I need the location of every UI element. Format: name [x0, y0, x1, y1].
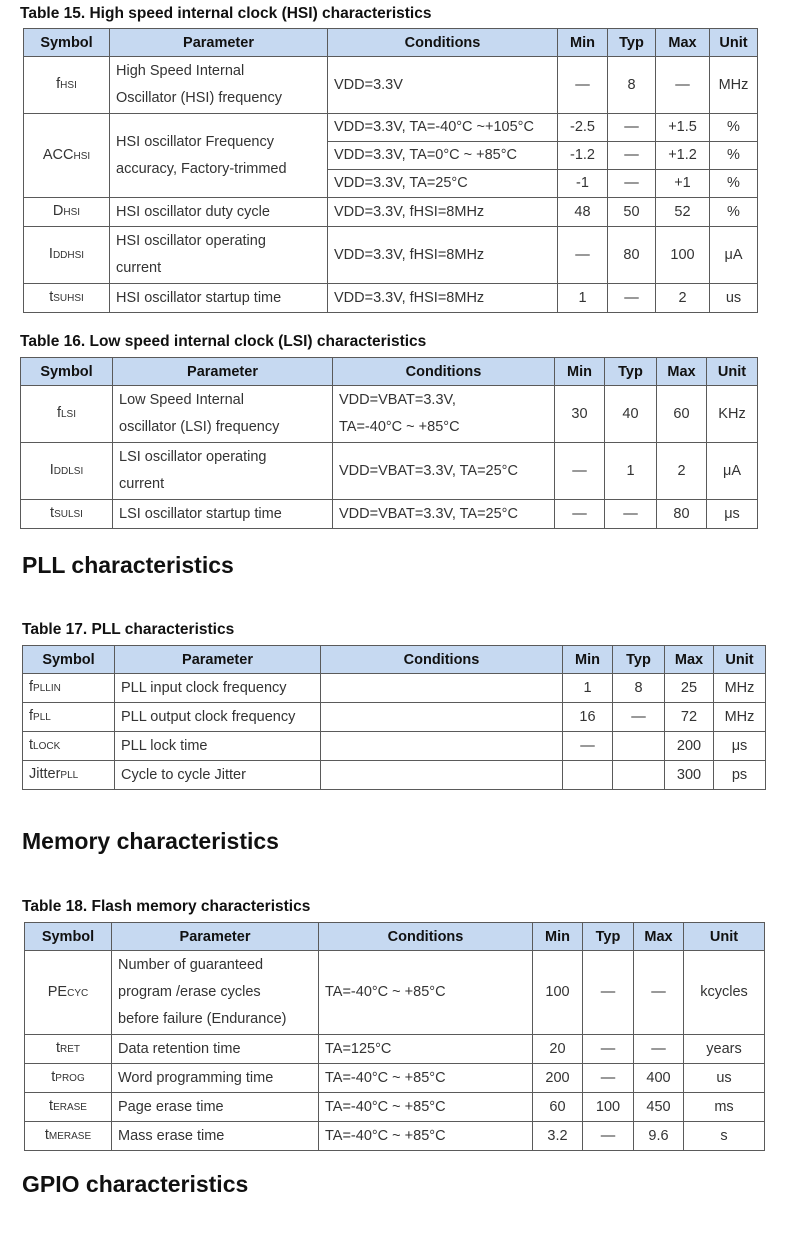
col-min: Min: [558, 29, 608, 57]
typ-cell: —: [608, 142, 656, 170]
unit-cell: %: [710, 142, 758, 170]
parameter-cell: HSI oscillator Frequency accuracy, Factory-trimmed: [110, 114, 328, 198]
parameter-cell: LSI oscillator startup time: [113, 500, 333, 529]
col-conditions: Conditions: [328, 29, 558, 57]
table-row: [23, 732, 766, 761]
min-cell: 20: [533, 1035, 583, 1064]
col-typ: Typ: [613, 646, 665, 674]
col-max: Max: [665, 646, 714, 674]
max-cell: 100: [656, 227, 710, 284]
max-cell: 400: [634, 1064, 684, 1093]
typ-cell: [613, 761, 665, 790]
col-symbol: Symbol: [25, 923, 112, 951]
unit-cell: ps: [714, 761, 766, 790]
col-conditions: Conditions: [333, 358, 555, 386]
col-unit: Unit: [684, 923, 765, 951]
typ-cell: —: [608, 170, 656, 198]
table17-header: [23, 646, 766, 674]
table-row: [23, 674, 766, 703]
symbol-cell: DHSI: [24, 198, 110, 227]
parameter-cell: HSI oscillator startup time: [110, 284, 328, 313]
conditions-cell: VDD=3.3V: [328, 57, 558, 114]
unit-cell: us: [710, 284, 758, 313]
symbol-cell: tLOCK: [23, 732, 115, 761]
col-typ: Typ: [608, 29, 656, 57]
conditions-cell: VDD=VBAT=3.3V, TA=25°C: [333, 443, 555, 500]
symbol-cell: tPROG: [25, 1064, 112, 1093]
max-cell: 60: [657, 386, 707, 443]
col-symbol: Symbol: [21, 358, 113, 386]
min-cell: 48: [558, 198, 608, 227]
parameter-cell: PLL lock time: [115, 732, 321, 761]
memory-heading: Memory characteristics: [22, 828, 279, 854]
conditions-cell: VDD=VBAT=3.3V, TA=25°C: [333, 500, 555, 529]
symbol-cell: JitterPLL: [23, 761, 115, 790]
typ-cell: —: [583, 1035, 634, 1064]
parameter-cell: PLL output clock frequency: [115, 703, 321, 732]
min-cell: [563, 761, 613, 790]
typ-cell: 80: [608, 227, 656, 284]
conditions-cell: VDD=3.3V, TA=25°C: [328, 170, 558, 198]
symbol-cell: tSUHSI: [24, 284, 110, 313]
min-cell: -1.2: [558, 142, 608, 170]
min-cell: 1: [563, 674, 613, 703]
unit-cell: μA: [710, 227, 758, 284]
max-cell: —: [656, 57, 710, 114]
parameter-cell: High Speed Internal Oscillator (HSI) frequency: [110, 57, 328, 114]
symbol-cell: fPLL: [23, 703, 115, 732]
table18-flash: [24, 922, 765, 1151]
typ-cell: —: [608, 284, 656, 313]
col-symbol: Symbol: [24, 29, 110, 57]
table15-caption: Table 15. High speed internal clock (HSI) characteristics: [20, 5, 432, 22]
col-min: Min: [533, 923, 583, 951]
typ-cell: —: [583, 951, 634, 1035]
max-cell: +1: [656, 170, 710, 198]
typ-cell: 1: [605, 443, 657, 500]
unit-cell: MHz: [710, 57, 758, 114]
max-cell: 9.6: [634, 1122, 684, 1151]
typ-cell: —: [605, 500, 657, 529]
parameter-cell: HSI oscillator duty cycle: [110, 198, 328, 227]
unit-cell: KHz: [707, 386, 758, 443]
max-cell: 2: [657, 443, 707, 500]
conditions-cell: [321, 732, 563, 761]
parameter-cell: Page erase time: [112, 1093, 319, 1122]
col-unit: Unit: [710, 29, 758, 57]
typ-cell: —: [613, 703, 665, 732]
max-cell: —: [634, 951, 684, 1035]
table16-lsi: [20, 357, 758, 529]
conditions-cell: [321, 761, 563, 790]
typ-cell: —: [583, 1064, 634, 1093]
col-parameter: Parameter: [115, 646, 321, 674]
parameter-cell: Low Speed Internal oscillator (LSI) frequency: [113, 386, 333, 443]
table-row: [23, 703, 766, 732]
unit-cell: μs: [707, 500, 758, 529]
table16-header: [21, 358, 758, 386]
conditions-cell: TA=-40°C ~ +85°C: [319, 1122, 533, 1151]
typ-cell: [613, 732, 665, 761]
unit-cell: MHz: [714, 703, 766, 732]
col-parameter: Parameter: [110, 29, 328, 57]
min-cell: —: [555, 500, 605, 529]
max-cell: 25: [665, 674, 714, 703]
max-cell: 200: [665, 732, 714, 761]
parameter-cell: Number of guaranteed program /erase cycles before failure (Endurance): [112, 951, 319, 1035]
unit-cell: %: [710, 170, 758, 198]
table-row: [25, 1093, 765, 1122]
col-min: Min: [555, 358, 605, 386]
min-cell: 30: [555, 386, 605, 443]
max-cell: —: [634, 1035, 684, 1064]
col-parameter: Parameter: [112, 923, 319, 951]
typ-cell: 100: [583, 1093, 634, 1122]
col-typ: Typ: [583, 923, 634, 951]
symbol-cell: IDDHSI: [24, 227, 110, 284]
min-cell: 1: [558, 284, 608, 313]
parameter-cell: HSI oscillator operating current: [110, 227, 328, 284]
unit-cell: s: [684, 1122, 765, 1151]
min-cell: 100: [533, 951, 583, 1035]
unit-cell: ms: [684, 1093, 765, 1122]
symbol-cell: ACCHSI: [24, 114, 110, 198]
conditions-cell: VDD=3.3V, fHSI=8MHz: [328, 227, 558, 284]
symbol-cell: tRET: [25, 1035, 112, 1064]
symbol-cell: fHSI: [24, 57, 110, 114]
table18-header: [25, 923, 765, 951]
symbol-cell: tERASE: [25, 1093, 112, 1122]
min-cell: -2.5: [558, 114, 608, 142]
symbol-cell: fPLLIN: [23, 674, 115, 703]
col-unit: Unit: [714, 646, 766, 674]
min-cell: —: [555, 443, 605, 500]
unit-cell: %: [710, 198, 758, 227]
unit-cell: years: [684, 1035, 765, 1064]
unit-cell: MHz: [714, 674, 766, 703]
min-cell: 60: [533, 1093, 583, 1122]
table-row: [21, 443, 758, 500]
conditions-cell: VDD=VBAT=3.3V, TA=-40°C ~ +85°C: [333, 386, 555, 443]
parameter-cell: Data retention time: [112, 1035, 319, 1064]
max-cell: 72: [665, 703, 714, 732]
col-typ: Typ: [605, 358, 657, 386]
parameter-cell: Mass erase time: [112, 1122, 319, 1151]
table-row: [24, 198, 758, 227]
unit-cell: %: [710, 114, 758, 142]
table-row: [25, 951, 765, 1035]
gpio-heading: GPIO characteristics: [22, 1171, 249, 1197]
table17-caption: Table 17. PLL characteristics: [22, 621, 235, 638]
col-symbol: Symbol: [23, 646, 115, 674]
table18-caption: Table 18. Flash memory characteristics: [22, 898, 311, 915]
min-cell: 3.2: [533, 1122, 583, 1151]
symbol-cell: fLSI: [21, 386, 113, 443]
typ-cell: 40: [605, 386, 657, 443]
max-cell: 52: [656, 198, 710, 227]
table16-caption: Table 16. Low speed internal clock (LSI) characteristics: [20, 333, 427, 350]
col-unit: Unit: [707, 358, 758, 386]
min-cell: —: [563, 732, 613, 761]
unit-cell: kcycles: [684, 951, 765, 1035]
min-cell: —: [558, 57, 608, 114]
table-row: [24, 114, 758, 142]
min-cell: 16: [563, 703, 613, 732]
max-cell: 300: [665, 761, 714, 790]
table15-header: [24, 29, 758, 57]
table-row: [24, 227, 758, 284]
symbol-cell: tSULSI: [21, 500, 113, 529]
typ-cell: 8: [608, 57, 656, 114]
typ-cell: —: [583, 1122, 634, 1151]
parameter-cell: PLL input clock frequency: [115, 674, 321, 703]
table17-pll: [22, 645, 766, 790]
col-min: Min: [563, 646, 613, 674]
conditions-cell: VDD=3.3V, fHSI=8MHz: [328, 198, 558, 227]
unit-cell: us: [684, 1064, 765, 1093]
conditions-cell: TA=125°C: [319, 1035, 533, 1064]
table-row: [24, 284, 758, 313]
parameter-cell: Cycle to cycle Jitter: [115, 761, 321, 790]
symbol-cell: IDDLSI: [21, 443, 113, 500]
symbol-cell: PECYC: [25, 951, 112, 1035]
min-cell: 200: [533, 1064, 583, 1093]
col-max: Max: [657, 358, 707, 386]
table-row: [24, 57, 758, 114]
max-cell: 2: [656, 284, 710, 313]
conditions-cell: [321, 703, 563, 732]
parameter-cell: LSI oscillator operating current: [113, 443, 333, 500]
conditions-cell: TA=-40°C ~ +85°C: [319, 1064, 533, 1093]
parameter-cell: Word programming time: [112, 1064, 319, 1093]
table-row: [25, 1035, 765, 1064]
table-row: [21, 500, 758, 529]
col-parameter: Parameter: [113, 358, 333, 386]
max-cell: 450: [634, 1093, 684, 1122]
table-row: [23, 761, 766, 790]
conditions-cell: VDD=3.3V, fHSI=8MHz: [328, 284, 558, 313]
typ-cell: —: [608, 114, 656, 142]
table-row: [25, 1122, 765, 1151]
table-row: [25, 1064, 765, 1093]
unit-cell: μs: [714, 732, 766, 761]
max-cell: +1.5: [656, 114, 710, 142]
col-max: Max: [656, 29, 710, 57]
table15-hsi: [23, 28, 758, 313]
typ-cell: 8: [613, 674, 665, 703]
max-cell: +1.2: [656, 142, 710, 170]
symbol-cell: tMERASE: [25, 1122, 112, 1151]
conditions-cell: TA=-40°C ~ +85°C: [319, 951, 533, 1035]
col-conditions: Conditions: [321, 646, 563, 674]
max-cell: 80: [657, 500, 707, 529]
conditions-cell: VDD=3.3V, TA=0°C ~ +85°C: [328, 142, 558, 170]
table-row: [21, 386, 758, 443]
min-cell: —: [558, 227, 608, 284]
conditions-cell: TA=-40°C ~ +85°C: [319, 1093, 533, 1122]
typ-cell: 50: [608, 198, 656, 227]
col-conditions: Conditions: [319, 923, 533, 951]
pll-heading: PLL characteristics: [22, 552, 234, 578]
unit-cell: μA: [707, 443, 758, 500]
col-max: Max: [634, 923, 684, 951]
conditions-cell: VDD=3.3V, TA=-40°C ~+105°C: [328, 114, 558, 142]
conditions-cell: [321, 674, 563, 703]
min-cell: -1: [558, 170, 608, 198]
